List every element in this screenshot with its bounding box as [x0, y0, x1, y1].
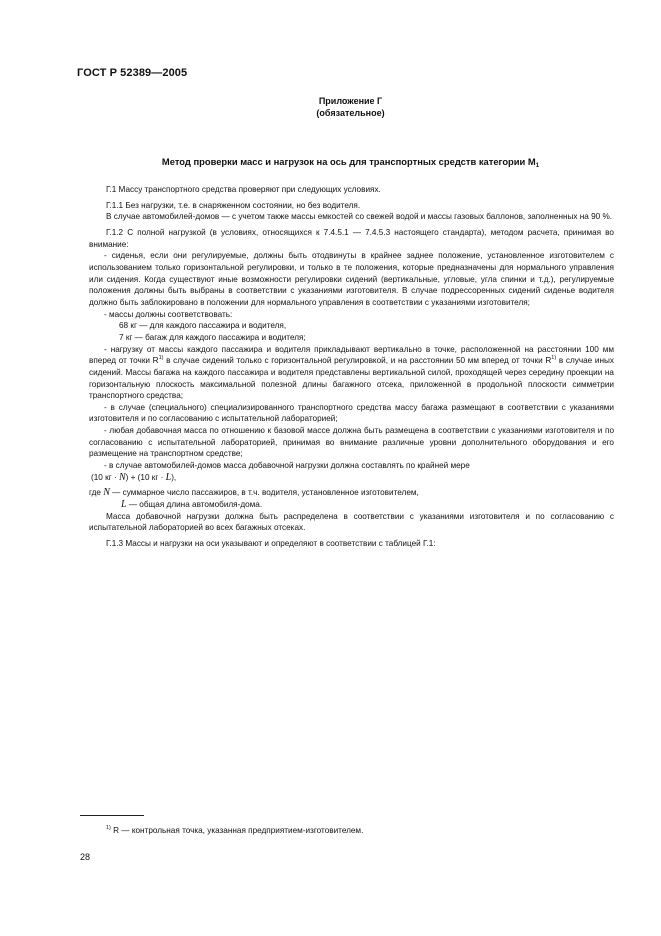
formula-where-n: где N — суммарное число пассажиров, в т.ч. водителя, установленное изготовителем,	[89, 487, 419, 499]
load-point-text-c: в случае иных сидений. Массы багажа на каждого пассажира и водителя представлены вертикальной силой, проходящей через середину проекции на горизонтальную плоскость максимальной полезной длины багажного отсека, приложенной в продольной плоскости симметрии транспортного средства;	[89, 356, 614, 401]
paragraph-g1-2: Г.1.2 С полной нагрузкой (в условиях, относящихся к 7.4.5.1 — 7.4.5.3 настоящего стандарта), методом расчета, принимая во внимание:	[89, 227, 614, 249]
page-number: 28	[80, 852, 91, 862]
section-title-text: Метод проверки масс и нагрузок на ось для транспортных средств категории M	[161, 156, 536, 167]
annex-title: Приложение Г	[318, 96, 383, 106]
list-item-seats: - сиденья, если они регулируемые, должны быть отодвинуты в крайнее заднее положение, установленное изготовителем с использованием только горизонтальной регулировки, и только в те положения, которые предназначены для нормального управления или сидения. Когда существуют иные возможности регулировки сидений (вертикальные, угловые, угла спинки и т.д.), регулируемые положения должны быть выбраны в соответствии с указаниями изготовителя. В случае подрессоренных сидений сиденье водителя должно быть заблокировано в положении для нормального управления в соответствии с указаниями изготовителя;	[89, 251, 614, 307]
footnote-text: R — контрольная точка, указанная предприятием-изготовителем.	[110, 826, 364, 835]
load-point-text-a: - нагрузку от массы каждого пассажира и водителя прикладывают вертикально в точке, расположенной на расстоянии 100 мм вперед от точки R	[89, 344, 614, 366]
paragraph-g1: Г.1 Массу транспортного средства проверяют при следующих условиях.	[106, 185, 381, 194]
paragraph-additional-load: Масса добавочной нагрузки должна быть распределена в соответствии с указаниями изготовителя и по согласованию с испытательной лабораторией во всех багажных отсеках.	[89, 511, 614, 533]
list-item-additional-mass: - любая добавочная масса по отношению к базовой массе должна быть размещена в соответствии с указаниями изготовителя и по согласованию с испытательной лабораторией, принимая во внимание различные уровни дополнительного оборудования и его размещение на транспортном средстве;	[89, 426, 614, 459]
annex-type: (обязательное)	[316, 108, 385, 118]
footnote-divider	[80, 815, 144, 816]
list-item-motorhome-load: - в случае автомобилей-домов масса добавочной нагрузки должна составлять по крайней мере	[104, 461, 470, 471]
list-item-masses: - массы должны соответствовать:	[104, 309, 233, 319]
footnote-mark: 1)	[106, 825, 111, 831]
paragraph-g1-1: Г.1.1 Без нагрузки, т.е. в снаряженном состоянии, но без водителя.	[106, 200, 361, 210]
section-title	[20, 156, 661, 169]
load-point-text-b: в случае сидений только с горизонтальной регулировкой, и на расстоянии 50 мм вперед от точки R	[163, 356, 552, 366]
document-body	[89, 184, 614, 550]
paragraph-g1-3: Г.1.3 Массы и нагрузки на оси указывают и определяют в соответствии с таблицей Г.1:	[106, 539, 436, 549]
footnote-ref: 1)	[551, 355, 557, 362]
formula: (10 кг · N) + (10 кг · L),	[91, 471, 177, 483]
list-item-special-vehicle: - в случае (специального) специализированного транспортного средства массу багажа размещают в соответствии с указаниями изготовителя и по согласованию с испытательной лабораторией;	[89, 402, 614, 424]
mass-passenger: 68 кг — для каждого пассажира и водителя,	[119, 321, 287, 331]
standard-header: ГОСТ Р 52389—2005	[77, 67, 188, 79]
paragraph-motorhome-unladen: В случае автомобилей-домов — с учетом также массы емкостей со свежей водой и массы газовых баллонов, заполненных на 90 %.	[106, 212, 613, 222]
formula-symbol-l: L	[165, 471, 172, 483]
formula-symbol-n: N	[118, 471, 126, 483]
list-item-load-point	[89, 344, 614, 402]
footnote-ref: 1)	[158, 355, 164, 362]
mass-luggage: 7 кг — багаж для каждого пассажира и водителя;	[119, 332, 306, 342]
footnote	[106, 826, 363, 835]
section-title-subscript: 1	[535, 163, 540, 169]
formula-where-l: L — общая длина автомобиля-дома.	[121, 499, 263, 511]
